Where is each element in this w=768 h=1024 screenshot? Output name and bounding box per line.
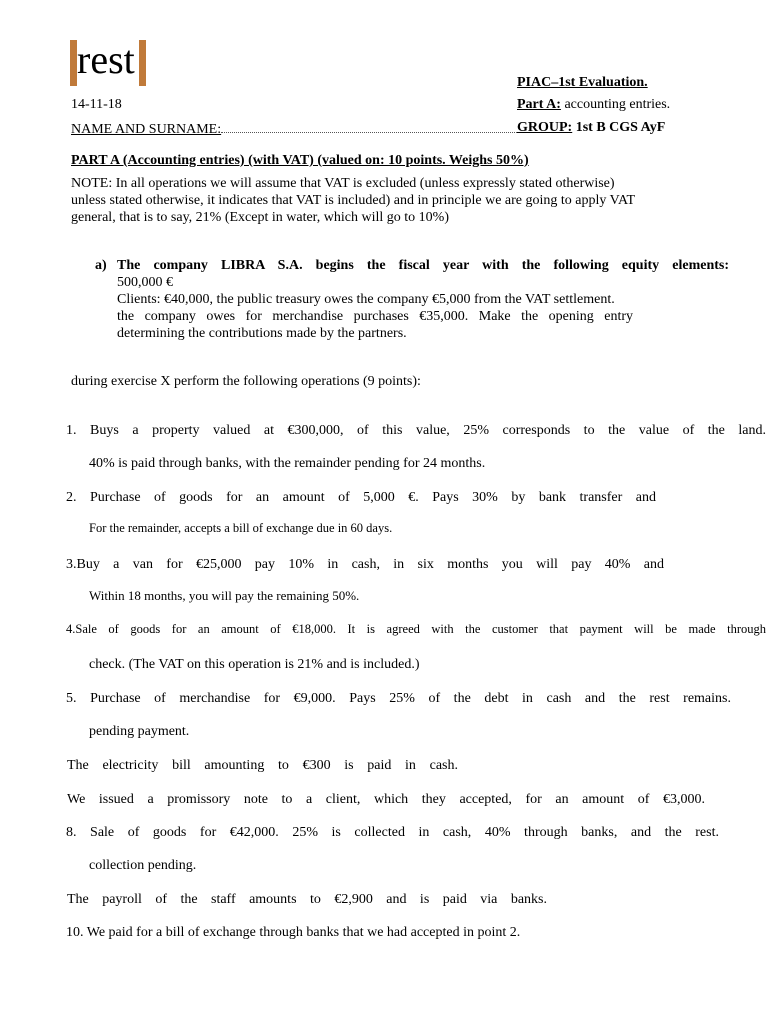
part-title: [71, 152, 625, 169]
section-a-line-4: the company owes for merchandise purchases €35,000. Make the opening entry: [117, 309, 633, 324]
section-a-line-2: 500,000 €: [117, 275, 173, 290]
operation-8-line-2: collection pending.: [89, 858, 197, 873]
operation-7: We issued a promissory note to a client, which they accepted, for an amount of €3,000.: [67, 792, 705, 807]
operation-5-line-1: 5. Purchase of merchandise for €9,000. Pays 25% of the debt in cash and the rest remains.: [66, 691, 731, 706]
exam-date: 14-11-18: [71, 97, 122, 112]
logo-bar-left: [70, 40, 77, 86]
note-line-1: NOTE: In all operations we will assume that VAT is excluded (unless expressly stated otherwise): [71, 176, 615, 191]
operation-1-line-2: 40% is paid through banks, with the remainder pending for 24 months.: [89, 456, 486, 471]
operation-10: 10. We paid for a bill of exchange through banks that we had accepted in point 2.: [66, 925, 521, 940]
operation-3-line-1: 3.Buy a van for €25,000 pay 10% in cash, in six months you will pay 40% and: [66, 557, 664, 572]
section-a-line-1: The company LIBRA S.A. begins the fiscal year with the following equity elements:: [117, 258, 729, 273]
operation-2-line-1: 2. Purchase of goods for an amount of 5,000 €. Pays 30% by bank transfer and: [66, 490, 656, 505]
section-a-line-5: determining the contributions made by the partners.: [117, 326, 407, 341]
name-field: [71, 120, 517, 138]
logo-text: rest: [77, 37, 135, 82]
operation-4-line-1: 4.Sale of goods for an amount of €18,000. It is agreed with the customer that payment will be made through: [66, 622, 766, 636]
evaluation-title: PIAC–1st Evaluation.: [517, 75, 648, 90]
operation-2-line-2: For the remainder, accepts a bill of exchange due in 60 days.: [89, 521, 393, 535]
logo-bar-right: [139, 40, 146, 86]
operation-1-line-1: 1. Buys a property valued at €300,000, of this value, 25% corresponds to the value of the land.: [66, 423, 766, 438]
operation-3-line-2: Within 18 months, you will pay the remaining 50%.: [89, 588, 360, 603]
operation-4-line-2: check. (The VAT on this operation is 21% and is included.): [89, 657, 420, 672]
note-line-3: general, that is to say, 21% (Except in water, which will go to 10%): [71, 210, 449, 225]
part-heading: [517, 97, 670, 113]
section-a-line-3: Clients: €40,000, the public treasury owes the company €5,000 from the VAT settlement.: [117, 292, 615, 307]
operation-8-line-1: 8. Sale of goods for €42,000. 25% is collected in cash, 40% through banks, and the rest.: [66, 825, 719, 840]
operation-5-line-2: pending payment.: [89, 724, 190, 739]
part-text: accounting entries.: [560, 97, 671, 112]
note-line-2: unless stated otherwise, it indicates that VAT is included) and in principle we are going to apply VAT: [71, 193, 636, 208]
name-label: NAME AND SURNAME:: [71, 122, 222, 137]
operations-intro: during exercise X perform the following operations (9 points):: [71, 374, 421, 389]
operation-9: The payroll of the staff amounts to €2,900 and is paid via banks.: [67, 892, 547, 907]
part-title-text: PART A (Accounting entries) (with VAT) (valued on: 10 points. Weighs 50%): [71, 153, 529, 168]
group-field: [517, 120, 665, 136]
part-label: Part A:: [517, 97, 561, 112]
name-dotted-line: [221, 120, 517, 133]
operation-6: The electricity bill amounting to €300 is paid in cash.: [67, 758, 458, 773]
group-label: GROUP:: [517, 120, 573, 135]
group-value: 1st B CGS AyF: [572, 120, 666, 135]
section-a-marker: a): [95, 258, 107, 273]
